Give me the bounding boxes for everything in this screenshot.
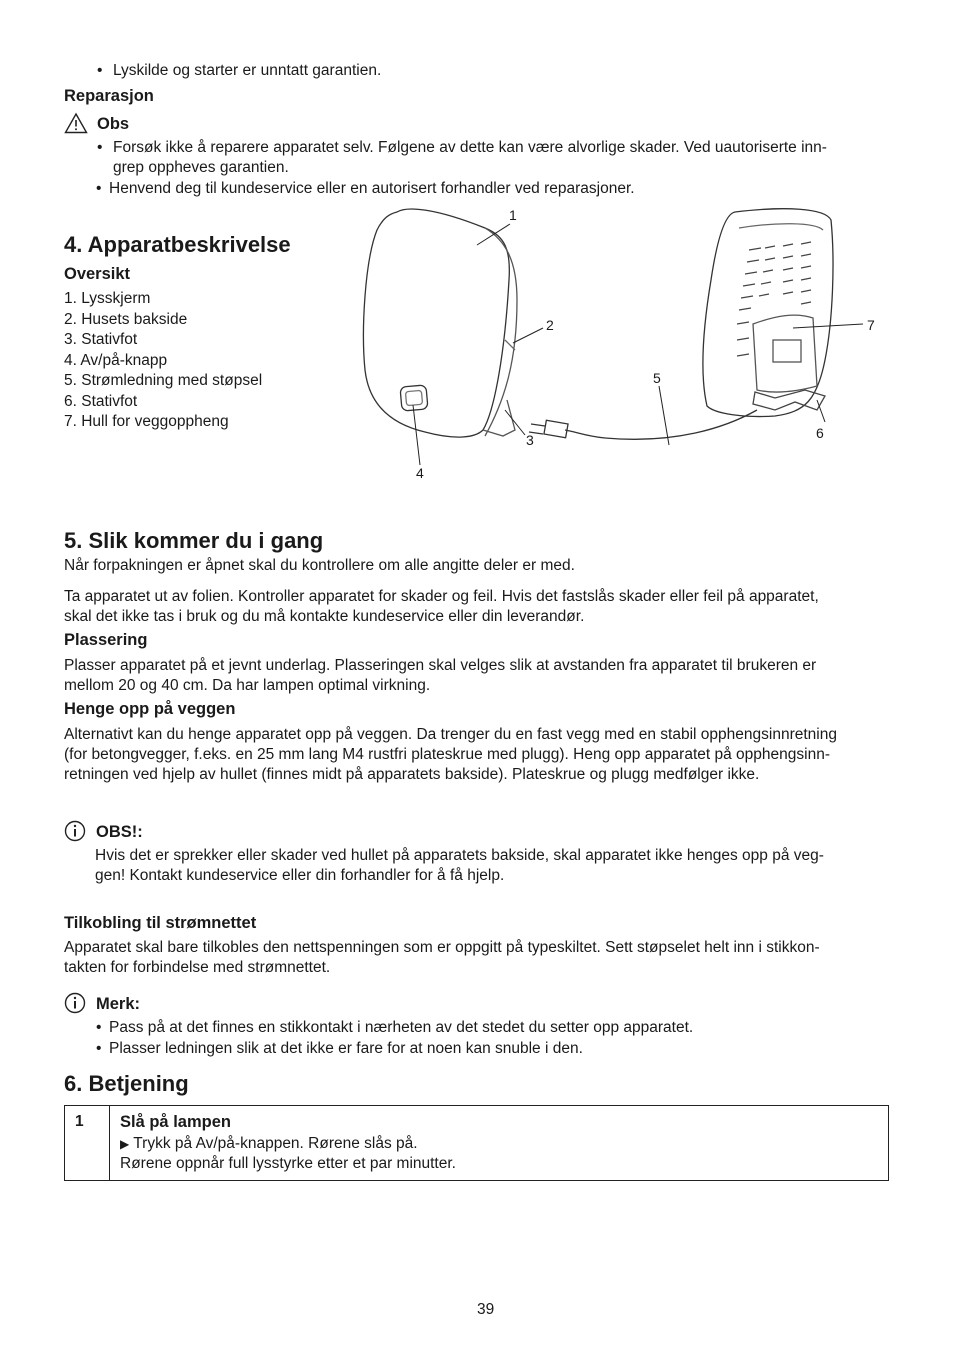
- obs-line1: Hvis det er sprekker eller skader ved hullet på apparatets bakside, skal apparatet ikke henges opp på veg-: [95, 847, 824, 864]
- page-number: 39: [477, 1301, 495, 1318]
- note-bullet-1-text: Pass på at det finnes en stikkontakt i nærheten av det stedet du setter opp apparatet.: [109, 1019, 694, 1036]
- list-item: 7. Hull for veggoppheng: [64, 413, 229, 430]
- obs-line2: gen! Kontakt kundeservice eller din forhandler for å få hjelp.: [95, 867, 505, 884]
- warning-triangle-icon: [64, 112, 88, 134]
- info-icon: [64, 820, 86, 842]
- power-line2: takten for forbindelse med strømnettet.: [64, 959, 331, 976]
- device-illustration: [355, 200, 885, 490]
- callout-6: 6: [816, 425, 824, 441]
- list-item: 4. Av/på-knapp: [64, 351, 168, 369]
- bullet-mark: •: [96, 1019, 102, 1036]
- callout-leader-lines: [413, 224, 863, 465]
- placement-heading: Plassering: [64, 631, 148, 649]
- arrow-right-icon: ▶: [120, 1137, 130, 1151]
- section-6-heading: 6. Betjening: [64, 1071, 189, 1096]
- note-bullet-1: [96, 1018, 694, 1038]
- repair-bullet-2: [96, 179, 635, 199]
- parts-list: [64, 289, 262, 433]
- back-device-drawing: [703, 209, 833, 417]
- list-item: 6. Stativfot: [64, 392, 138, 410]
- inspect-line2: skal det ikke tas i bruk og du må kontakte kundeservice eller din leverandør.: [64, 608, 585, 625]
- step-action: [120, 1134, 880, 1154]
- placement-line2: mellom 20 og 40 cm. Da har lampen optimal virkning.: [64, 677, 431, 694]
- section-4-heading: 4. Apparatbeskrivelse: [64, 232, 291, 257]
- note-bullet-2-text: Plasser ledningen slik at det ikke er fare for at noen kan snuble i den.: [109, 1040, 583, 1057]
- step-number: 1: [65, 1106, 110, 1181]
- repair-bullet-1-line2: grep oppheves garantien.: [113, 159, 289, 176]
- step-content: [110, 1106, 889, 1181]
- placement-paragraph: [64, 656, 816, 696]
- note-bullet-2: [96, 1039, 583, 1059]
- repair-heading: Reparasjon: [64, 87, 154, 105]
- warning-label: Obs: [97, 115, 130, 133]
- step-note: Rørene oppnår full lysstyrke etter et par minutter.: [120, 1155, 456, 1172]
- bullet-mark: •: [96, 180, 102, 197]
- repair-bullet-1-line1: Forsøk ikke å reparere apparatet selv. Følgene av dette kan være alvorlige skader. Ved uautoriserte inn-: [113, 139, 827, 156]
- bullet-mark: •: [97, 62, 103, 79]
- wall-heading: Henge opp på veggen: [64, 700, 236, 718]
- power-heading: Tilkobling til strømnettet: [64, 914, 257, 932]
- wall-paragraph: [64, 725, 837, 785]
- power-line1: Apparatet skal bare tilkobles den nettspenningen som er oppgitt på typeskiltet. Sett støpselet helt inn i stikkon-: [64, 939, 820, 956]
- callout-4: 4: [416, 465, 424, 481]
- vent-slots-drawing: [737, 242, 811, 356]
- placement-line1: Plasser apparatet på et jevnt underlag. Plasseringen skal velges slik at avstanden fra apparatet til brukeren er: [64, 657, 817, 674]
- operation-table: [64, 1105, 889, 1181]
- unpack-paragraph: Når forpakningen er åpnet skal du kontrollere om alle angitte deler er med.: [64, 557, 575, 574]
- callout-3: 3: [526, 432, 534, 448]
- step-title: Slå på lampen: [120, 1113, 231, 1131]
- wall-line1: Alternativt kan du henge apparatet opp på veggen. Da trenger du en fast vegg med en stabil opphengsinnretning: [64, 726, 837, 743]
- repair-bullet-1: [97, 138, 827, 178]
- section-5-heading: 5. Slik kommer du i gang: [64, 528, 324, 553]
- front-device-drawing: [364, 209, 518, 437]
- info-icon: [64, 992, 86, 1014]
- note-label: Merk:: [96, 995, 141, 1013]
- inspect-paragraph: [64, 587, 819, 627]
- obs-label: OBS!:: [96, 823, 143, 841]
- power-paragraph: [64, 938, 820, 978]
- warranty-bullet-text: Lyskilde og starter er unntatt garantien.: [113, 62, 382, 79]
- power-cord-drawing: [529, 410, 757, 439]
- list-item: 3. Stativfot: [64, 331, 138, 348]
- wall-line2: (for betongvegger, f.eks. en 25 mm lang M4 rustfri plateskrue med plugg). Heng opp apparatet på opphengsinn-: [64, 746, 830, 763]
- bullet-mark: •: [97, 139, 103, 156]
- step-action-text: Trykk på Av/på-knappen. Rørene slås på.: [133, 1135, 418, 1152]
- overview-heading: Oversikt: [64, 265, 131, 283]
- wall-line3: retningen ved hjelp av hullet (finnes midt på apparatets bakside). Plateskrue og plugg medfølger ikke.: [64, 766, 760, 783]
- callout-2: 2: [546, 317, 554, 333]
- callout-1: 1: [509, 207, 517, 223]
- obs-paragraph: [95, 846, 824, 886]
- list-item: 5. Strømledning med støpsel: [64, 372, 263, 389]
- bullet-mark: •: [96, 1040, 102, 1057]
- warranty-bullet: [97, 61, 382, 81]
- list-item: 2. Husets bakside: [64, 310, 188, 328]
- inspect-line1: Ta apparatet ut av folien. Kontroller apparatet for skader og feil. Hvis det fastslås skader eller feil på apparatet,: [64, 588, 819, 605]
- table-row: [65, 1106, 889, 1181]
- repair-bullet-2-text: Henvend deg til kundeservice eller en autorisert forhandler ved reparasjoner.: [109, 180, 635, 197]
- list-item: 1. Lysskjerm: [64, 290, 151, 307]
- callout-5: 5: [653, 370, 661, 386]
- callout-7: 7: [867, 317, 875, 333]
